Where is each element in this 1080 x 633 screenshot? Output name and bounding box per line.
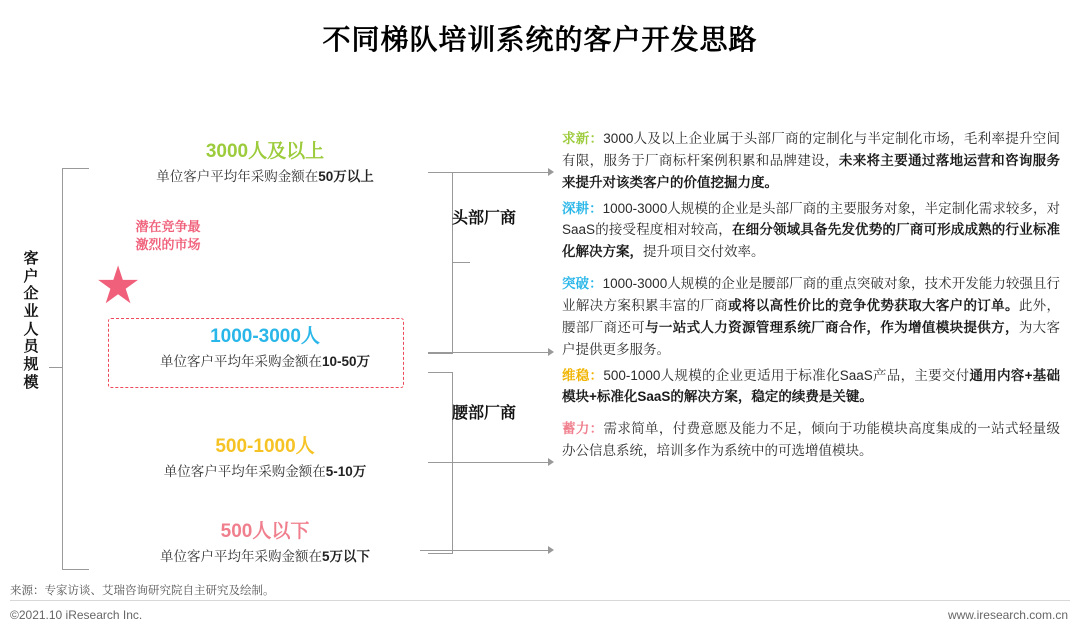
paragraph-tag: 求新： xyxy=(562,131,604,146)
paragraph-text-3: 为大客户提供更多服务。 xyxy=(562,319,1061,357)
tier-block-500-1000 xyxy=(110,435,420,482)
tier-sub-strong: 50万以上 xyxy=(318,168,374,184)
tier-subtitle xyxy=(110,168,420,187)
paragraph-bold: 在细分领域具备先发优势的厂商可形成成熟的行业标准化解决方案， xyxy=(562,222,1061,260)
tier-sub-strong: 10-50万 xyxy=(321,353,371,369)
tier-title: 500-1000人 xyxy=(215,436,315,457)
tier-sub-strong: 5-10万 xyxy=(325,463,367,479)
bracket-head-vendor-stem xyxy=(452,262,470,263)
tier-sub-strong: 5万以下 xyxy=(321,548,370,564)
paragraph-tag: 突破： xyxy=(562,276,603,292)
arrow-line-tier-c xyxy=(428,462,548,463)
tier-title: 500人以下 xyxy=(220,521,310,542)
tier-subtitle xyxy=(110,548,420,567)
paragraph-text: 1000-3000人规模的企业是腰部厂商的重点突破对象，技术开发能力较强且行业解决方案积累丰富的厂商 xyxy=(562,276,1061,314)
paragraph-bold: 未来将主要通过落地运营和咨询服务来提升对该类客户的价值挖掘力度。 xyxy=(562,152,1061,190)
paragraph-text: 3000人及以上企业属于头部厂商的定制化与半定制化市场，毛利率提升空间有限，服务于厂商标杆案例积累和品牌建设， xyxy=(562,131,1060,168)
tier-block-under-500 xyxy=(110,520,420,567)
footer-website: www.iresearch.com.cn xyxy=(947,608,1068,622)
paragraph-text: 1000-3000人规模的企业是头部厂商的主要服务对象，半定制化需求较多，对SaaS的接受程度相对较高， xyxy=(562,200,1061,238)
paragraph-text: 需求简单，付费意愿及能力不足，倾向于功能模块高度集成的一站式轻量级办公信息系统，培训多作为系统中的可选增值模块。 xyxy=(562,421,1061,459)
analysis-paragraph-weiwen xyxy=(562,365,1060,409)
label-waist-vendor: 腰部厂商 xyxy=(452,405,517,422)
paragraph-text: 500-1000人规模的企业更适用于标准化SaaS产品，主要交付 xyxy=(603,367,970,383)
left-bracket xyxy=(62,168,89,570)
arrow-head-tier-b xyxy=(548,348,554,356)
source-note: 来源：专家访谈、艾瑞咨询研究院自主研究及绘制。 xyxy=(10,585,275,597)
axis-label-company-size: 客户企业人员规模 xyxy=(23,250,39,391)
paragraph-bold: 或将以高性价比的竞争优势获取大客户的订单。 xyxy=(728,298,1019,314)
tier-sub-prefix: 单位客户平均年采购金额在 xyxy=(159,353,322,369)
bracket-head-vendor xyxy=(428,172,453,354)
analysis-text-column xyxy=(562,128,1060,466)
diagram-canvas xyxy=(0,110,1080,580)
footer-copyright: ©2021.10 iResearch Inc. xyxy=(10,608,143,622)
tier-sub-prefix: 单位客户平均年采购金额在 xyxy=(159,548,322,564)
footer-divider xyxy=(10,600,1070,601)
page-title: 不同梯队培训系统的客户开发思路 xyxy=(322,24,758,55)
star-annotation-text: 潜在竞争最 激烈的市场 xyxy=(135,219,201,252)
tier-sub-prefix: 单位客户平均年采购金额在 xyxy=(156,168,319,184)
paragraph-tag: 维稳： xyxy=(562,367,604,383)
arrow-line-tier-b xyxy=(428,352,548,353)
tier-block-3000-plus xyxy=(110,140,420,187)
label-head-vendor: 头部厂商 xyxy=(452,210,517,227)
analysis-paragraph-tupo xyxy=(562,273,1060,360)
bracket-waist-vendor xyxy=(428,372,453,554)
arrow-head-tier-c xyxy=(548,458,554,466)
star-icon: ★ xyxy=(94,257,142,315)
tier-title: 1000-3000人 xyxy=(210,326,320,347)
arrow-line-tier-a xyxy=(428,172,548,173)
paragraph-tag: 深耕： xyxy=(562,200,603,216)
left-bracket-stem xyxy=(49,367,63,368)
paragraph-bold: 通用内容+基础模块+标准化SaaS的解决方案，稳定的续费是关键。 xyxy=(562,367,1061,405)
tier-sub-prefix: 单位客户平均年采购金额在 xyxy=(163,463,326,479)
arrow-line-tier-d xyxy=(420,550,548,551)
analysis-paragraph-qiuxin xyxy=(562,128,1060,194)
arrow-head-tier-a xyxy=(548,168,554,176)
tier-title: 3000人及以上 xyxy=(205,141,325,162)
analysis-paragraph-shengeng xyxy=(562,198,1060,264)
paragraph-bold-2: 与一站式人力资源管理系统厂商合作，作为增值模块提供方， xyxy=(645,319,1019,335)
tier-block-1000-3000 xyxy=(110,325,420,372)
analysis-paragraph-xuli xyxy=(562,418,1060,462)
paragraph-tag: 蓄力： xyxy=(562,421,604,437)
paragraph-text-2: 此外，腰部厂商还可 xyxy=(562,298,1061,335)
arrow-head-tier-d xyxy=(548,546,554,554)
tier-subtitle xyxy=(110,463,420,482)
paragraph-text-2: 提升项目交付效率。 xyxy=(643,244,765,260)
tier-subtitle xyxy=(110,353,420,372)
